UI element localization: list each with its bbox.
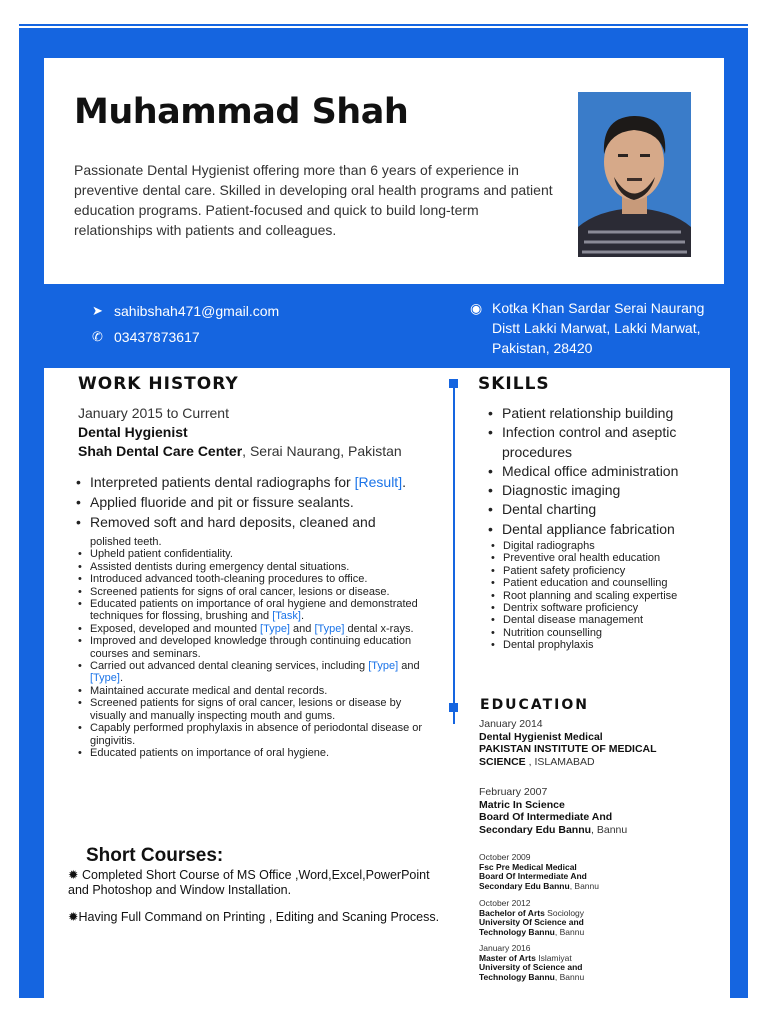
placeholder-tag: [Task]: [272, 610, 301, 623]
edu-date: February 2007: [479, 786, 548, 798]
list-item: • Dental charting: [502, 500, 702, 519]
address-line: Kotka Khan Sardar Serai Naurang: [492, 300, 705, 316]
list-item: • Dentrix software proficiency: [503, 602, 713, 614]
list-item: • Dental appliance fabrication: [502, 520, 702, 539]
top-rule: [19, 24, 748, 26]
profile-summary: Passionate Dental Hygienist offering more than 6 years of experience in preventive dental care. Skilled in developing oral health programs and patient education programs. Patient-focused and quick to build long-term relationships with patients and colleagues.: [74, 162, 553, 238]
list-item: • Upheld patient confidentiality.: [90, 548, 430, 560]
star-bullet-icon: ✹: [68, 910, 79, 924]
list-item: • Exposed, developed and mounted [Type] and [Type] dental x-rays.: [90, 623, 430, 635]
list-item: • Dental disease management: [503, 614, 713, 626]
phone-icon: ✆: [92, 329, 103, 344]
employer: Shah Dental Care Center: [78, 443, 243, 459]
list-item: • Patient education and counselling: [503, 577, 713, 589]
edu-institution: University of Science and: [479, 962, 583, 972]
list-item: • Root planning and scaling expertise: [503, 590, 713, 602]
edu-date: January 2016: [479, 943, 531, 953]
edu-institution: PAKISTAN INSTITUTE OF MEDICAL: [479, 743, 657, 755]
list-item: • Maintained accurate medical and dental records.: [90, 685, 430, 697]
placeholder-tag: [Result]: [354, 474, 403, 490]
star-bullet-icon: ✹: [68, 868, 79, 882]
short-course-item: ✹ Completed Short Course of MS Office ,Word,Excel,PowerPoint and Photoshop and Window Installation.: [68, 868, 430, 897]
list-item: • Digital radiographs: [503, 540, 713, 552]
list-item: • Capably performed prophylaxis in absence of periodontal disease or gingivitis.: [90, 722, 430, 747]
edu-degree: Fsc Pre Medical Medical: [479, 861, 577, 872]
work-small-bullets: [90, 536, 430, 759]
list-item: • Patient safety proficiency: [503, 565, 713, 577]
bullet-continuation: polished teeth.: [90, 536, 162, 548]
profile-photo: [578, 92, 691, 257]
contact-left: [92, 298, 279, 350]
email-link[interactable]: sahibshah471@gmail.com: [114, 303, 280, 319]
work-entry-meta: [78, 404, 402, 461]
edu-date: October 2009: [479, 852, 531, 862]
list-item: • Interpreted patients dental radiographs for [Result].: [90, 472, 406, 492]
work-location: , Serai Naurang, Pakistan: [242, 443, 402, 459]
list-item: • Patient relationship building: [502, 404, 702, 423]
skills-small-list: [503, 540, 713, 652]
work-main-bullets: [90, 472, 406, 532]
edu-institution: University Of Science and: [479, 917, 584, 927]
column-divider: [453, 384, 455, 724]
skills-heading: SKILLS: [478, 374, 550, 394]
skills-main-list: [502, 404, 702, 539]
list-item: • Diagnostic imaging: [502, 481, 702, 500]
list-item: • Screened patients for signs of oral cancer, lesions or disease.: [90, 586, 430, 598]
list-item: • Educated patients on importance of oral hygiene.: [90, 747, 430, 759]
placeholder-tag: [Type]: [314, 622, 345, 635]
list-item: • Screened patients for signs of oral cancer, lesions or disease by visually and manually inspecting mouth and gums.: [90, 697, 430, 722]
list-item: • Preventive oral health education: [503, 552, 713, 564]
edu-institution: Board Of Intermediate And: [479, 811, 613, 823]
list-item: • Assisted dentists during emergency dental situations.: [90, 561, 430, 573]
education-entry: October 2009 Fsc Pre Medical Medical Board Of Intermediate And Secondary Edu Bannu, Bannu: [479, 853, 709, 891]
candidate-name: Muhammad Shah: [74, 92, 409, 132]
list-item: • Nutrition counselling: [503, 627, 713, 639]
list-item: • Removed soft and hard deposits, cleaned and: [90, 512, 406, 532]
list-item: • Improved and developed knowledge through continuing education courses and seminars.: [90, 635, 430, 660]
list-item: • Carried out advanced dental cleaning services, including [Type] and [Type].: [90, 660, 430, 685]
edu-date: January 2014: [479, 718, 543, 730]
edu-institution: Board Of Intermediate And: [479, 871, 587, 881]
edu-degree: Matric In Science: [479, 798, 565, 811]
short-course-item: ✹Having Full Command on Printing , Editing and Scaning Process.: [68, 910, 440, 924]
list-item: • Introduced advanced tooth-cleaning procedures to office.: [90, 573, 430, 585]
edu-date: October 2012: [479, 898, 531, 908]
short-courses-heading: Short Courses:: [86, 845, 224, 866]
education-entry: October 2012 Bachelor of Arts Sociology University Of Science and Technology Bannu, Bannu: [479, 899, 709, 937]
location-pin-icon: ◉: [470, 300, 483, 316]
education-entry: January 2014 Dental Hygienist Medical PAKISTAN INSTITUTE OF MEDICAL SCIENCE , ISLAMABAD: [479, 718, 709, 768]
send-icon: ➤: [92, 303, 103, 318]
address-line: Pakistan, 28420: [492, 340, 593, 356]
placeholder-tag: [Type]: [368, 660, 399, 673]
placeholder-tag: [Type]: [260, 622, 290, 635]
job-title: Dental Hygienist: [78, 424, 188, 440]
list-item: • Medical office administration: [502, 462, 702, 481]
education-entry: January 2016 Master of Arts Islamiyat University of Science and Technology Bannu, Bannu: [479, 944, 709, 982]
section-marker: [449, 703, 458, 712]
contact-address: [470, 298, 704, 358]
list-item: • Infection control and aseptic procedures: [502, 423, 702, 462]
placeholder-tag: [Type]: [90, 672, 120, 685]
edu-degree: Dental Hygienist Medical: [479, 730, 603, 743]
list-item: • Educated patients on importance of oral hygiene and demonstrated techniques for flossing, brushing and [Task].: [90, 598, 430, 623]
phone-number[interactable]: 03437873617: [114, 329, 200, 345]
list-item: • Dental prophylaxis: [503, 639, 713, 651]
work-history-heading: WORK HISTORY: [78, 374, 239, 394]
education-heading: EDUCATION: [480, 697, 589, 713]
work-period: January 2015 to Current: [78, 405, 229, 421]
address-line: Distt Lakki Marwat, Lakki Marwat,: [492, 320, 701, 336]
education-entry: February 2007 Matric In Science Board Of Intermediate And Secondary Edu Bannu, Bannu: [479, 786, 709, 836]
list-item: • Applied fluoride and pit or fissure sealants.: [90, 492, 406, 512]
